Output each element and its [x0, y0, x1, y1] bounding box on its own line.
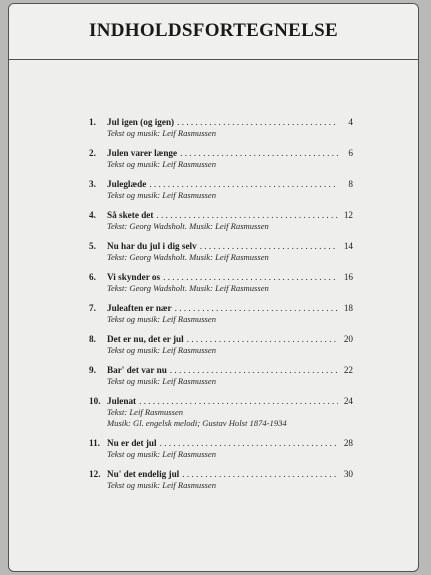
toc-entry-credit: Tekst: Georg Wadsholt. Musik: Leif Rasmussen	[107, 221, 269, 231]
toc-entry-line	[89, 334, 353, 345]
toc-entry-credit: Tekst og musik: Leif Rasmussen	[107, 190, 217, 200]
toc-entry-title: Det er nu, det er jul	[107, 334, 184, 344]
document-page	[8, 3, 419, 572]
toc-entry-line	[89, 303, 353, 314]
dot-leader	[180, 148, 338, 159]
toc-entry-number: 5.	[89, 241, 96, 251]
toc-entry-page-number: 4	[348, 117, 353, 127]
toc-entry-line	[89, 241, 353, 252]
toc-entry	[89, 272, 353, 294]
toc-entry-title: Så skete det	[107, 210, 154, 220]
toc-entry	[89, 438, 353, 460]
toc-entry-credit: Tekst og musik: Leif Rasmussen	[107, 345, 217, 355]
toc-entry-credit: Tekst og musik: Leif Rasmussen	[107, 314, 217, 324]
toc-entry-credit: Tekst og musik: Leif Rasmussen	[107, 159, 217, 169]
dot-leader	[149, 179, 338, 190]
toc-entry-title: Nu' det endelig jul	[107, 469, 180, 479]
toc-entry	[89, 365, 353, 387]
toc-entry-title: Julen varer længe	[107, 148, 178, 158]
toc-entry-number: 8.	[89, 334, 96, 344]
toc-entry-page-number: 30	[343, 469, 353, 479]
toc-entry-line	[89, 365, 353, 376]
toc-entry-page-number: 6	[348, 148, 353, 158]
toc-entry	[89, 148, 353, 170]
toc-entry-credit: Musik: Gl. engelsk melodi; Gustav Holst 1874-1934	[107, 417, 287, 428]
toc-entry-page-number: 12	[343, 210, 353, 220]
toc-entry-number: 1.	[89, 117, 96, 127]
dot-leader	[182, 469, 338, 480]
toc-entry-line	[89, 396, 353, 407]
toc-entry-page-number: 20	[343, 334, 353, 344]
toc-entry-number: 2.	[89, 148, 96, 158]
toc-entry-page-number: 22	[343, 365, 353, 375]
toc-entry-title: Juleaften er nær	[107, 303, 172, 313]
toc-entry-number: 12.	[89, 469, 101, 479]
toc-entry-title: Bar' det var nu	[107, 365, 167, 375]
title-band	[9, 4, 418, 60]
toc-entry-line	[89, 469, 353, 480]
toc-entry-title: Nu har du jul i dig selv	[107, 241, 197, 251]
dot-leader	[139, 396, 338, 407]
toc-entry	[89, 179, 353, 201]
toc-entry	[89, 303, 353, 325]
toc-entry-title: Vi skynder os	[107, 272, 161, 282]
toc-entry-page-number: 14	[343, 241, 353, 251]
toc-entry-page-number: 28	[343, 438, 353, 448]
toc-entry-title: Julenat	[107, 396, 137, 406]
toc-entry-title: Juleglæde	[107, 179, 147, 189]
dot-leader	[156, 210, 338, 221]
toc-entry-number: 10.	[89, 396, 101, 406]
toc-entry	[89, 117, 353, 139]
dot-leader	[163, 272, 338, 283]
toc-entry-line	[89, 117, 353, 128]
toc-entry-credit: Tekst og musik: Leif Rasmussen	[107, 449, 217, 459]
toc-entry	[89, 210, 353, 232]
dot-leader	[175, 303, 338, 314]
toc-entry-line	[89, 210, 353, 221]
toc-entry-number: 4.	[89, 210, 96, 220]
toc-entry-credit: Tekst og musik: Leif Rasmussen	[107, 480, 217, 490]
toc-entry-line	[89, 179, 353, 190]
toc-entry-line	[89, 148, 353, 159]
page-title: INDHOLDSFORTEGNELSE	[89, 19, 338, 41]
toc-entry-number: 3.	[89, 179, 96, 189]
toc-entry-page-number: 8	[348, 179, 353, 189]
toc-entry	[89, 241, 353, 263]
toc-entry	[89, 469, 353, 491]
dot-leader	[170, 365, 338, 376]
toc-entry-number: 11.	[89, 438, 100, 448]
toc-entry-title: Nu er det jul	[107, 438, 157, 448]
dot-leader	[200, 241, 338, 252]
toc-entry-credit: Tekst: Georg Wadsholt. Musik: Leif Rasmussen	[107, 252, 269, 262]
toc-entry	[89, 334, 353, 356]
toc-entry-line	[89, 272, 353, 283]
toc-entry-credit: Tekst og musik: Leif Rasmussen	[107, 128, 217, 138]
dot-leader	[177, 117, 338, 128]
toc-entry-number: 6.	[89, 272, 96, 282]
toc-entry-title: Jul igen (og igen)	[107, 117, 175, 127]
toc-entry-line	[89, 438, 353, 449]
toc-entry	[89, 396, 353, 428]
toc-entry-credit: Tekst: Leif Rasmussen	[107, 407, 184, 417]
toc-entry-page-number: 24	[343, 396, 353, 406]
dot-leader	[160, 438, 338, 449]
toc-entry-page-number: 18	[343, 303, 353, 313]
toc-entry-page-number: 16	[343, 272, 353, 282]
toc-entry-credit: Tekst og musik: Leif Rasmussen	[107, 376, 217, 386]
toc-entry-number: 7.	[89, 303, 96, 313]
toc-entry-credit: Tekst: Georg Wadsholt. Musik: Leif Rasmussen	[107, 283, 269, 293]
toc-entry-number: 9.	[89, 365, 96, 375]
dot-leader	[187, 334, 338, 345]
